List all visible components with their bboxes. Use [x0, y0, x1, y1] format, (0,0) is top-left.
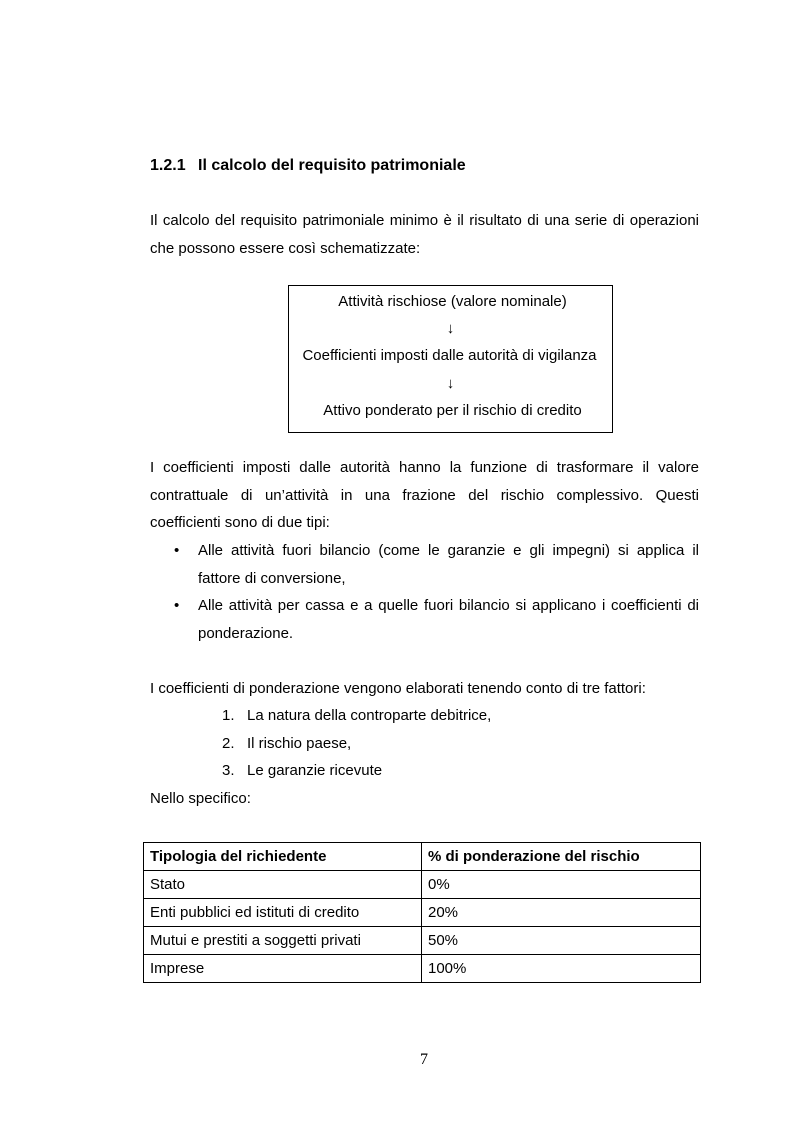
coefficients-paragraph: I coefficienti imposti dalle autorità hanno la funzione di trasformare il valore contrattuale di un’attività in una frazione del rischio complessivo. Questi coefficienti sono di due tipi: — [150, 459, 699, 531]
table-cell: 0% — [422, 871, 701, 899]
list-item-text: Il rischio paese, — [247, 734, 352, 752]
table-cell: 100% — [422, 955, 701, 983]
list-item-number: 1. — [222, 707, 235, 724]
table-row — [144, 955, 701, 983]
down-arrow-icon: ↓ — [446, 375, 455, 392]
table-header-cell: Tipologia del richiedente — [144, 843, 422, 871]
list-item-text: La natura della controparte debitrice, — [247, 707, 492, 724]
list-item-number: 2. — [222, 734, 235, 752]
list-item — [222, 730, 491, 758]
table-cell: Imprese — [144, 955, 422, 983]
table-cell: 50% — [422, 927, 701, 955]
section-heading — [150, 157, 466, 175]
flow-step-risky-assets: Attività rischiose (valore nominale) — [338, 293, 567, 310]
flow-step-weighted-assets: Attivo ponderato per il rischio di credito — [323, 402, 582, 419]
factors-paragraph: I coefficienti di ponderazione vengono elaborati tenendo conto di tre fattori: — [150, 680, 646, 697]
coefficient-types-list — [150, 537, 699, 647]
section-title: Il calcolo del requisito patrimoniale — [198, 157, 466, 174]
table-row — [144, 927, 701, 955]
table-header-cell: % di ponderazione del rischio — [422, 843, 701, 871]
page-number: 7 — [420, 1051, 428, 1068]
list-item — [150, 537, 699, 592]
table-cell: Enti pubblici ed istituti di credito — [144, 899, 422, 927]
weighting-table — [143, 842, 701, 983]
list-item — [150, 592, 699, 647]
table-header-row — [144, 843, 701, 871]
factors-list — [222, 702, 491, 785]
table-row — [144, 899, 701, 927]
list-item-text: Alle attività fuori bilancio (come le garanzie e gli impegni) si applica il fattore di conversione, — [198, 542, 699, 587]
table-row — [144, 871, 701, 899]
table-cell: Mutui e prestiti a soggetti privati — [144, 927, 422, 955]
intro-paragraph: Il calcolo del requisito patrimoniale minimo è il risultato di una serie di operazioni che possono essere così schematizzate: — [150, 212, 699, 257]
section-number: 1.2.1 — [150, 157, 186, 174]
bullet-icon: • — [174, 542, 180, 559]
list-item-number: 3. — [222, 762, 235, 779]
flow-step-coefficients: Coefficienti imposti dalle autorità di vigilanza — [302, 347, 597, 364]
list-item — [222, 757, 491, 785]
list-item — [222, 702, 491, 730]
specific-label: Nello specifico: — [150, 790, 251, 807]
table-cell: Stato — [144, 871, 422, 899]
down-arrow-icon: ↓ — [446, 320, 455, 337]
table-cell: 20% — [422, 899, 701, 927]
list-item-text: Alle attività per cassa e a quelle fuori bilancio si applicano i coefficienti di ponderazione. — [198, 597, 699, 642]
calculation-flow-box — [288, 285, 613, 433]
list-item-text: Le garanzie ricevute — [247, 762, 383, 779]
bullet-icon: • — [174, 597, 180, 614]
